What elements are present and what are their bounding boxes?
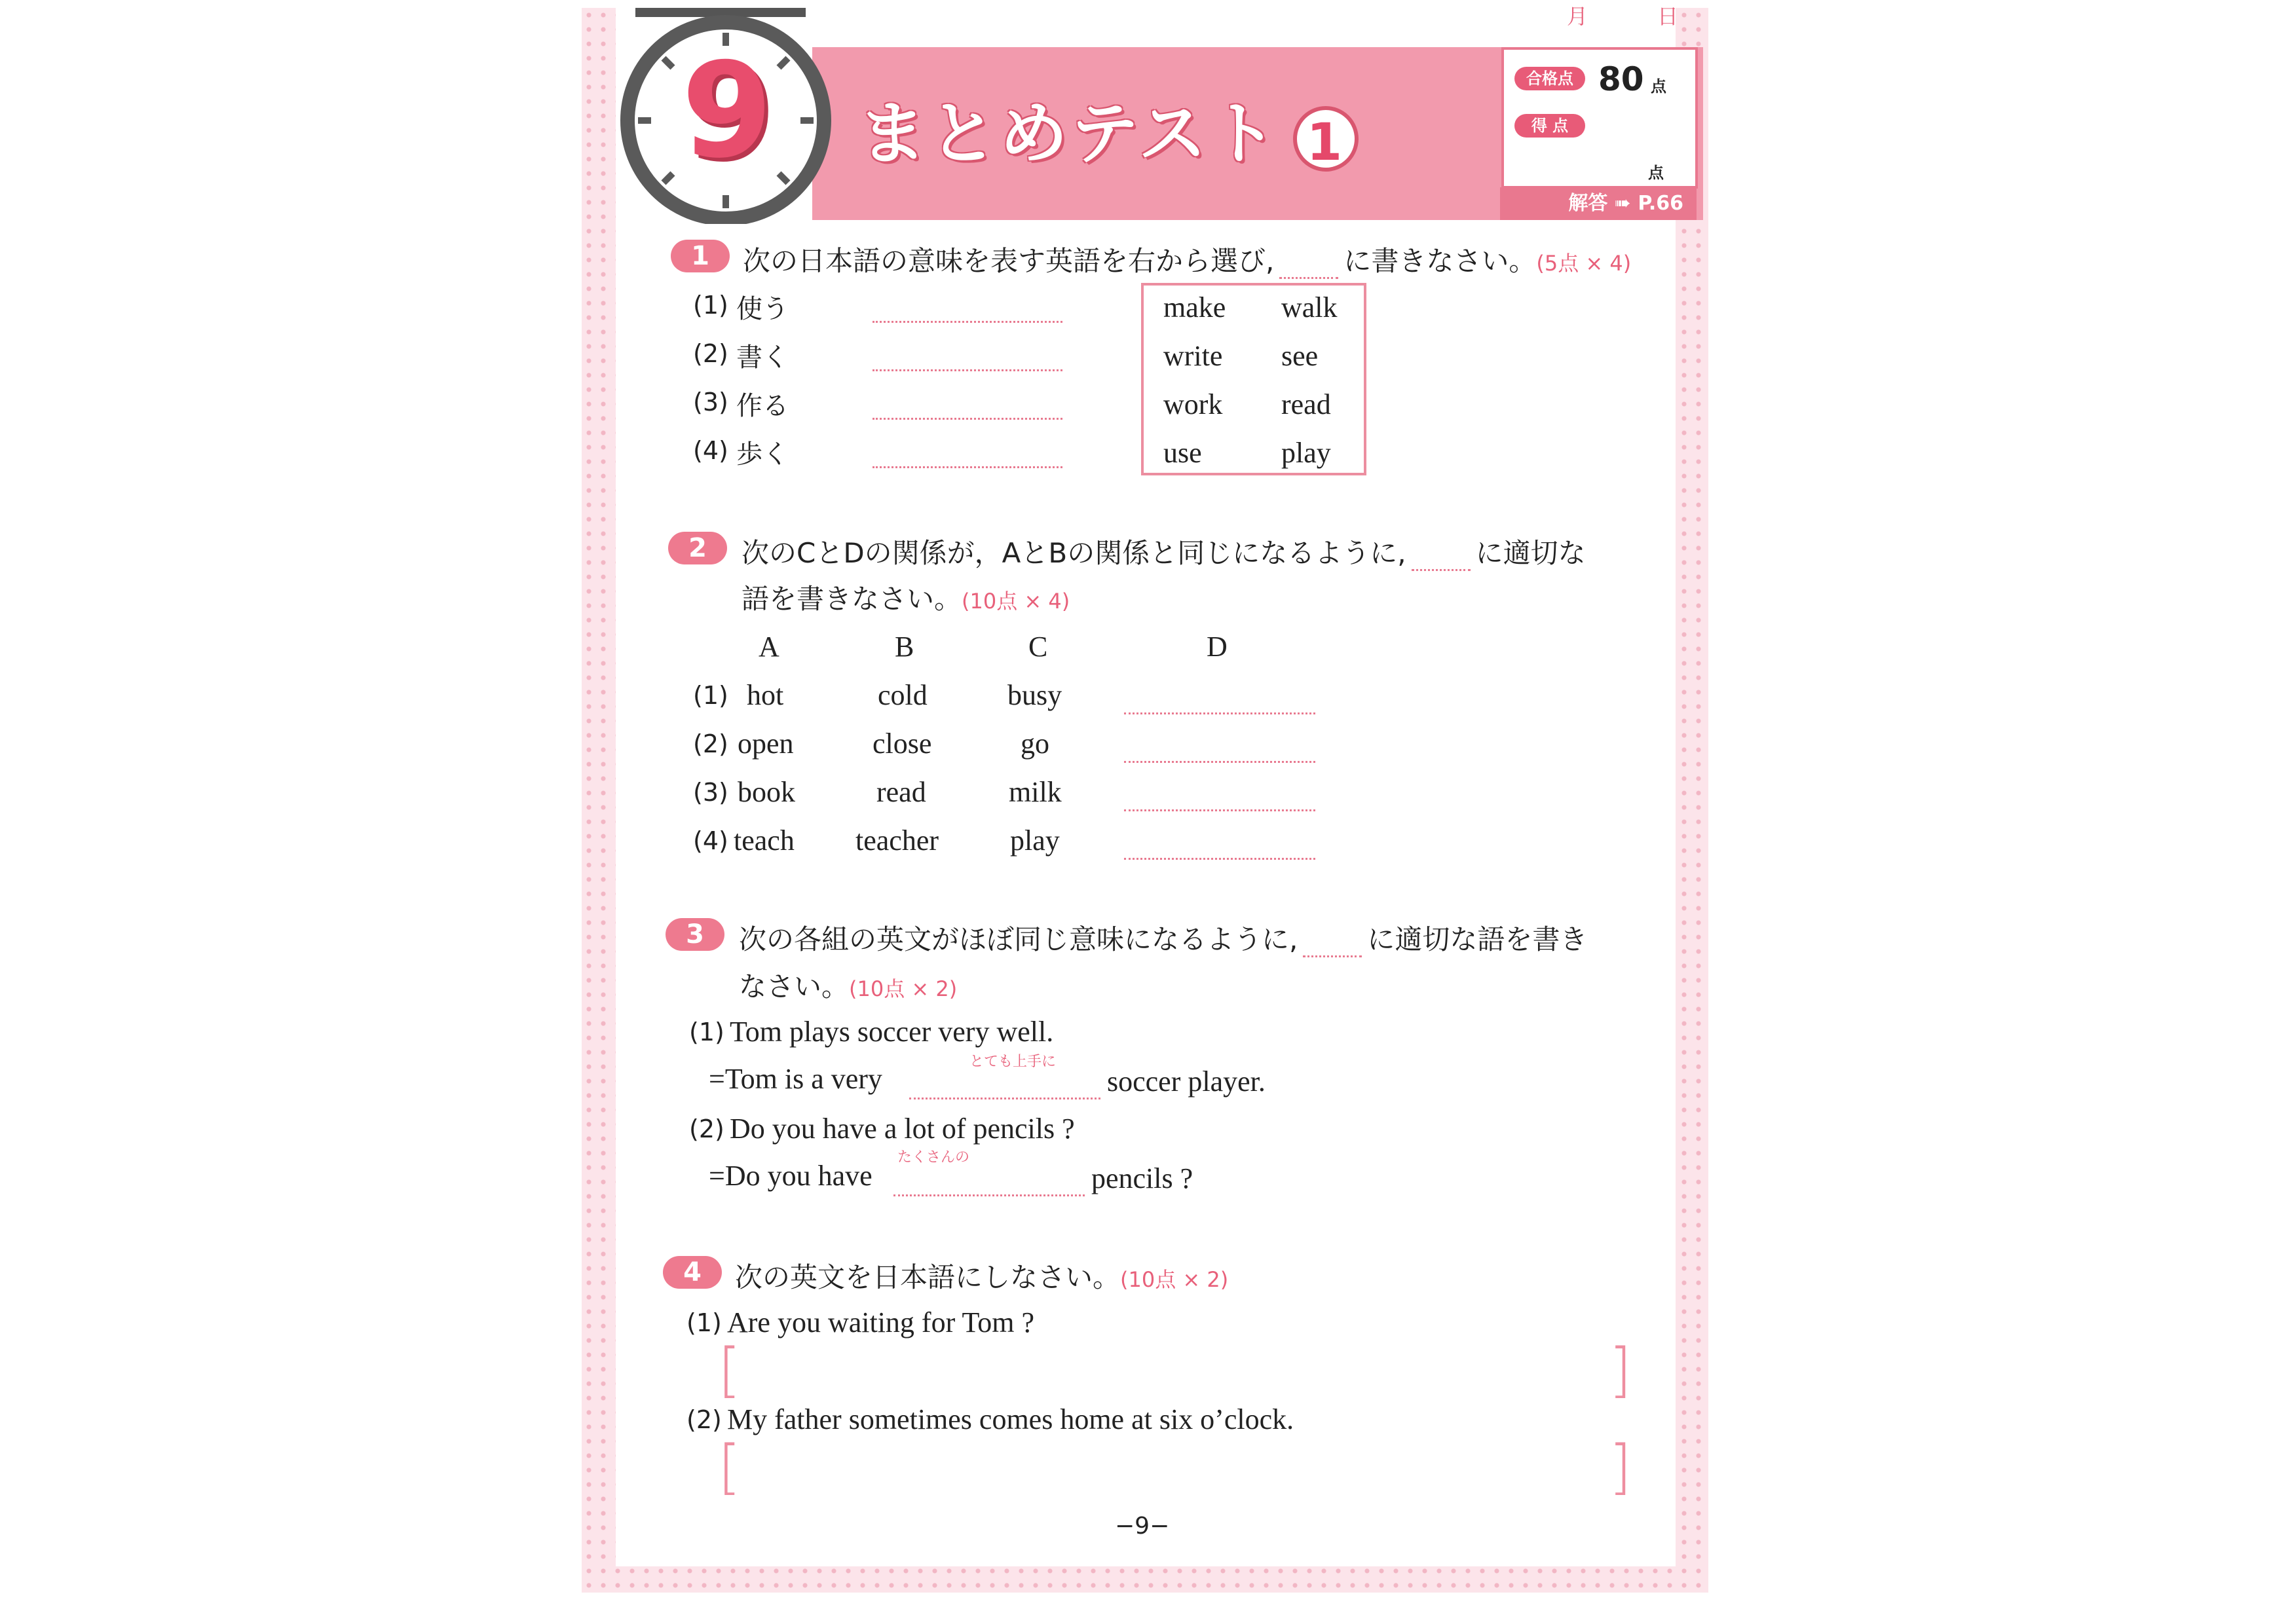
q2-answer-blank-4[interactable] — [1124, 858, 1315, 860]
q2-header-b: B — [895, 631, 914, 663]
q1-choice: write — [1163, 340, 1223, 372]
q2-badge: 2 — [668, 532, 727, 564]
q4-answer-bracket-open: [ — [718, 1336, 741, 1405]
q3-instruction-a: 次の各組の英文がほぼ同じ意味になるように, — [739, 923, 1298, 955]
q4-answer-bracket-close: ] — [1609, 1336, 1632, 1405]
q2-row-num: (1) — [693, 681, 728, 710]
q3-hint: とても上手に — [969, 1054, 1057, 1070]
page-number: −9− — [1115, 1513, 1170, 1540]
q1-answer-blank-1[interactable] — [873, 321, 1062, 323]
q3-item-num: (1) — [689, 1018, 724, 1046]
q1-instruction-b: に書きなさい。 — [1343, 245, 1537, 277]
q1-instruction-blank — [1279, 256, 1338, 279]
q3-equivalent-suffix: soccer player. — [1107, 1065, 1266, 1098]
page-title-text: まとめテスト — [858, 94, 1280, 174]
q2-cell-a: book — [738, 776, 795, 808]
day-label: 日 — [1657, 4, 1679, 29]
q2-header-d: D — [1207, 631, 1228, 663]
q2-instruction-line2 — [741, 578, 1070, 617]
q3-sentence: Tom plays soccer very well. — [730, 1016, 1054, 1048]
q4-sentence: My father sometimes comes home at six o’clock. — [727, 1403, 1294, 1435]
answer-reference: 解答 ➠ P.66 — [1500, 187, 1697, 220]
q3-answer-blank-1[interactable] — [909, 1098, 1100, 1099]
q3-equivalent-suffix: pencils ? — [1091, 1162, 1193, 1194]
q2-instruction-blank — [1412, 548, 1471, 571]
q2-instruction — [741, 532, 1586, 571]
q1-choice: use — [1163, 437, 1202, 469]
q3-points: (10点 × 2) — [849, 976, 958, 1001]
q3-badge: 3 — [666, 918, 724, 951]
q1-choice: work — [1163, 388, 1223, 420]
q2-row-num: (3) — [693, 778, 728, 807]
q3-equivalent-prefix: =Do you have — [709, 1160, 873, 1192]
q3-instruction-line2 — [739, 965, 957, 1005]
q1-item-text: 作る — [736, 391, 789, 421]
q1-choice: see — [1281, 340, 1319, 372]
q4-instruction — [735, 1256, 1228, 1295]
q1-item-text: 歩く — [736, 439, 789, 470]
q2-cell-b: teacher — [855, 824, 939, 857]
q2-row-num: (4) — [693, 826, 728, 855]
q4-item-num: (2) — [686, 1405, 722, 1434]
q2-instruction-a: 次のCとDの関係が，AとBの関係と同じになるように, — [741, 537, 1406, 569]
q1-choice: play — [1281, 437, 1331, 469]
q4-sentence: Are you waiting for Tom ? — [727, 1306, 1035, 1338]
q2-answer-blank-2[interactable] — [1124, 761, 1315, 763]
q1-choice: walk — [1281, 291, 1338, 323]
q2-cell-c: go — [1021, 728, 1049, 760]
score-label-pill: 得 点 — [1514, 114, 1585, 138]
q3-item-num: (2) — [689, 1115, 724, 1143]
q4-points: (10点 × 2) — [1120, 1267, 1229, 1292]
q1-item-num: (1) — [693, 291, 728, 320]
q2-cell-b: close — [873, 728, 932, 760]
page-title — [858, 79, 1359, 177]
q2-points: (10点 × 4) — [962, 589, 1070, 614]
q1-item-text: 使う — [736, 294, 789, 324]
q1-answer-blank-4[interactable] — [873, 466, 1062, 468]
q2-header-c: C — [1028, 631, 1048, 663]
q2-cell-c: play — [1010, 824, 1060, 857]
pass-unit: 点 — [1651, 77, 1666, 96]
pass-label-pill: 合格点 — [1514, 67, 1585, 90]
q4-answer-field-2[interactable] — [740, 1449, 1605, 1488]
q3-equivalent-prefix: =Tom is a very — [709, 1063, 882, 1095]
q2-instruction-b: に適切な — [1475, 537, 1586, 569]
q1-instruction — [743, 240, 1631, 279]
q4-answer-bracket-open: [ — [718, 1433, 741, 1502]
q1-item-num: (2) — [693, 339, 728, 368]
q3-answer-blank-2[interactable] — [893, 1194, 1085, 1196]
q2-answer-blank-3[interactable] — [1124, 809, 1315, 811]
q2-answer-blank-1[interactable] — [1124, 712, 1315, 714]
q1-points: (5点 × 4) — [1536, 251, 1632, 276]
q4-instruction-text: 次の英文を日本語にしなさい。 — [735, 1261, 1121, 1293]
q2-cell-c: busy — [1007, 679, 1062, 711]
q1-item-num: (3) — [693, 388, 728, 416]
q2-row-num: (2) — [693, 729, 728, 758]
q3-instruction — [739, 918, 1587, 957]
lesson-number: 9 — [681, 35, 773, 187]
month-label: 月 — [1567, 4, 1588, 29]
q1-answer-blank-2[interactable] — [873, 369, 1062, 371]
q2-header-a: A — [759, 631, 779, 663]
q1-badge: 1 — [671, 240, 730, 272]
q2-cell-b: read — [876, 776, 926, 808]
q3-hint: たくさんの — [897, 1149, 970, 1166]
q3-instruction-b: に適切な語を書き — [1367, 923, 1588, 955]
q3-sentence: Do you have a lot of pencils ? — [730, 1113, 1075, 1145]
score-unit: 点 — [1648, 164, 1664, 182]
q1-choice: read — [1281, 388, 1331, 420]
q1-choice: make — [1163, 291, 1226, 323]
pass-score: 80 — [1598, 60, 1644, 98]
q2-cell-a: teach — [734, 824, 795, 857]
q2-cell-b: cold — [878, 679, 928, 711]
q1-instruction-a: 次の日本語の意味を表す英語を右から選び, — [743, 245, 1275, 277]
q3-instruction-blank — [1303, 934, 1362, 957]
q3-instruction-c: なさい。 — [739, 970, 850, 1003]
q4-item-num: (1) — [686, 1308, 722, 1337]
title-number-badge: 1 — [1293, 106, 1359, 172]
q4-answer-field-1[interactable] — [740, 1352, 1605, 1391]
q1-item-text: 書く — [736, 342, 789, 373]
q2-cell-c: milk — [1009, 776, 1062, 808]
q2-cell-a: hot — [747, 679, 784, 711]
q2-instruction-c: 語を書きなさい。 — [741, 583, 962, 615]
q2-cell-a: open — [738, 728, 794, 760]
q4-answer-bracket-close: ] — [1609, 1433, 1632, 1502]
q4-badge: 4 — [663, 1256, 722, 1289]
q1-item-num: (4) — [693, 436, 728, 465]
q1-answer-blank-3[interactable] — [873, 418, 1062, 420]
